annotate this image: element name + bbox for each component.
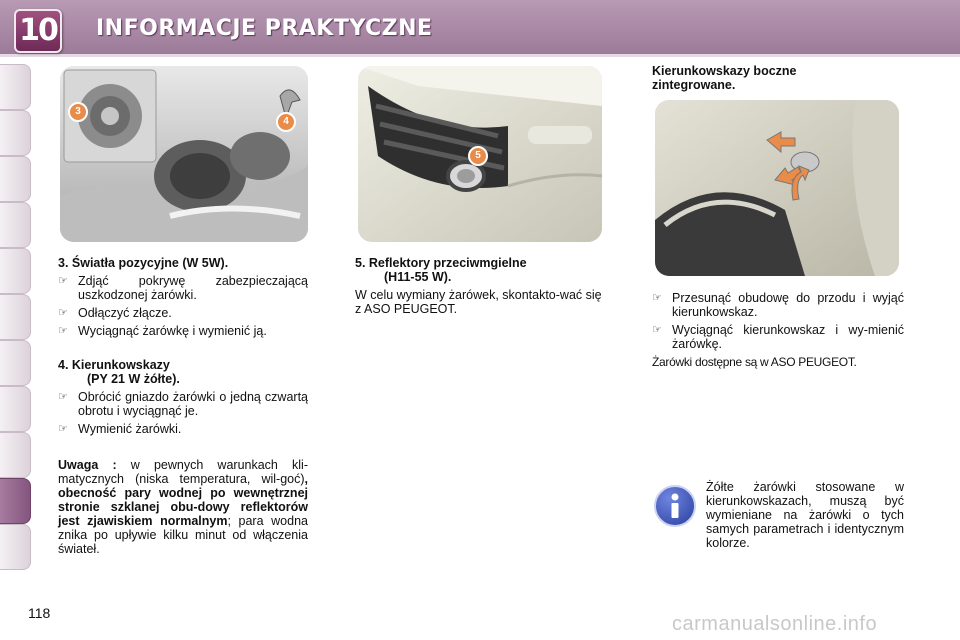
note-label: Uwaga : — [58, 458, 117, 472]
column-2 — [355, 256, 605, 316]
column-3 — [652, 291, 904, 369]
headlamp-rear-illustration — [60, 66, 308, 242]
sec4-heading-sub: (PY 21 W żółte). — [87, 372, 180, 386]
page-number: 118 — [28, 605, 51, 621]
fog-lamp-photo — [358, 66, 602, 242]
availability-note: Żarówki dostępne są w ASO PEUGEOT. — [652, 355, 857, 369]
chapter-tab[interactable] — [0, 64, 31, 110]
chapter-tab[interactable] — [0, 432, 31, 478]
note-text: w pewnych warunkach kli-matycznych (niska temperatura, wil-goć) — [58, 458, 308, 486]
list-item-text: Wyciągnąć żarówkę i wymienić ją. — [78, 324, 267, 338]
list-item — [58, 390, 308, 418]
hand-pointer-icon: ☞ — [58, 325, 68, 337]
chapter-tab[interactable] — [0, 248, 31, 294]
sec4-heading: 4. Kierunkowskazy — [58, 358, 170, 372]
chapter-tab[interactable] — [0, 386, 31, 432]
hand-pointer-icon: ☞ — [652, 292, 662, 304]
list-item — [58, 422, 308, 436]
info-icon — [654, 485, 696, 527]
side-indicator-heading: Kierunkowskazy boczne zintegrowane. — [652, 64, 797, 92]
hand-pointer-icon: ☞ — [652, 324, 662, 336]
sec5-heading: 5. Reflektory przeciwmgielne — [355, 256, 527, 270]
header-divider — [0, 54, 960, 57]
list-item-text: Przesunąć obudowę do przodu i wyjąć kierunkowskaz. — [672, 291, 904, 319]
list-item — [58, 274, 308, 302]
list-item-text: Odłączyć złącze. — [78, 306, 172, 320]
chapter-tab[interactable] — [0, 294, 31, 340]
chapter-tab-active[interactable] — [0, 478, 31, 524]
hand-pointer-icon: ☞ — [58, 307, 68, 319]
sec3-heading: 3. Światła pozycyjne (W 5W). — [58, 256, 229, 270]
fender-illustration — [655, 100, 899, 276]
column-1 — [58, 256, 308, 556]
headlamp-rear-photo — [60, 66, 308, 242]
watermark: carmanualsonline.info — [672, 613, 878, 635]
note-paragraph — [58, 458, 308, 556]
chapter-tabs — [0, 64, 34, 584]
list-item — [58, 306, 308, 320]
sec5-text: W celu wymiany żarówek, skontakto-wać się z ASO PEUGEOT. — [355, 288, 602, 316]
hand-pointer-icon: ☞ — [58, 275, 68, 287]
chapter-tab[interactable] — [0, 524, 31, 570]
list-item-text: Zdjąć pokrywę zabezpieczającą uszkodzonej żarówki. — [78, 274, 308, 302]
chapter-tab[interactable] — [0, 156, 31, 202]
marker-5: 5 — [468, 146, 488, 166]
list-item — [58, 324, 308, 338]
chapter-tab[interactable] — [0, 340, 31, 386]
hand-pointer-icon: ☞ — [58, 423, 68, 435]
side-indicator-photo — [655, 100, 899, 276]
list-item — [652, 323, 904, 351]
marker-3: 3 — [68, 102, 88, 122]
chapter-tab[interactable] — [0, 202, 31, 248]
note-emphasis: , obecność pary wodnej po wewnętrznej stronie szklanej obu-dowy reflektorów jest zjawiskiem normalnym — [58, 472, 308, 528]
note-text-end: ; para wodna znika po upływie kilku minut od włączenia świateł. — [58, 514, 308, 556]
list-item-text: Wymienić żarówki. — [78, 422, 182, 436]
col3-heading — [652, 64, 852, 96]
chapter-badge: 10 — [14, 9, 62, 53]
marker-4: 4 — [276, 112, 296, 132]
list-item-text: Wyciągnąć kierunkowskaz i wy-mienić żarówkę. — [672, 323, 904, 351]
info-text: Żółte żarówki stosowane w kierunkowskazach, muszą być wymieniane na żarówki o tych samych parametrach i identycznym kolorze. — [706, 480, 904, 550]
sec5-heading-sub: (H11-55 W). — [384, 270, 452, 284]
hand-pointer-icon: ☞ — [58, 391, 68, 403]
list-item-text: Obrócić gniazdo żarówki o jedną czwartą obrotu i wyciągnąć je. — [78, 390, 308, 418]
page-title: INFORMACJE PRAKTYCZNE — [96, 16, 433, 41]
list-item — [652, 291, 904, 319]
chapter-tab[interactable] — [0, 110, 31, 156]
